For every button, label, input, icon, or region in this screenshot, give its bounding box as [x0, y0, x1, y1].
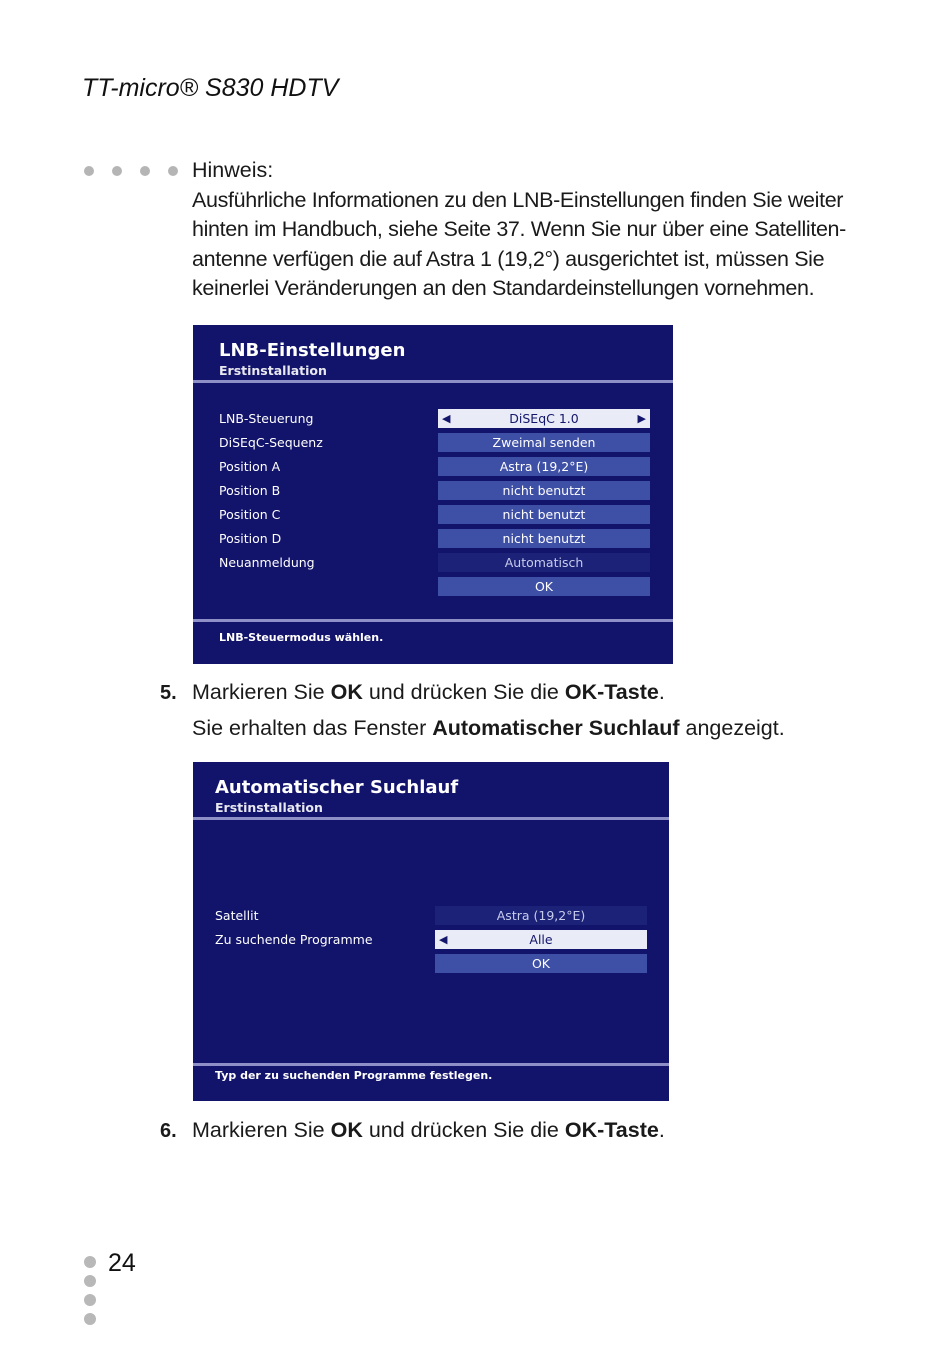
step-bold-ok: OK: [330, 680, 363, 704]
step-bold-window-name: Automatischer Suchlauf: [432, 716, 680, 740]
row-label-diseqc-sequenz: DiSEqC-Sequenz: [219, 435, 323, 450]
arrow-left-icon[interactable]: ◀: [442, 412, 451, 425]
lnb-settings-screen: [193, 325, 673, 664]
satellit-value[interactable]: Astra (19,2°E): [435, 906, 647, 925]
divider: [193, 817, 669, 820]
step-text: Markieren Sie: [192, 1118, 331, 1142]
bullet-dot: [168, 166, 178, 176]
lnb-steuerung-selector[interactable]: [438, 409, 650, 428]
status-hint: Typ der zu suchenden Programme festlegen.: [215, 1069, 493, 1082]
step-number: 6.: [160, 1120, 177, 1142]
bullet-dot: [140, 166, 150, 176]
screen-subtitle: Erstinstallation: [219, 363, 327, 378]
step-text: Markieren Sie: [192, 680, 331, 704]
step-number: 5.: [160, 682, 177, 704]
status-hint: LNB-Steuermodus wählen.: [219, 631, 384, 644]
row-label-position-d: Position D: [219, 531, 282, 546]
step-bold-ok-taste: OK-Taste: [564, 1118, 659, 1142]
row-label-position-b: Position B: [219, 483, 281, 498]
divider: [193, 619, 673, 622]
note-block: [192, 156, 846, 304]
step-6: [160, 1118, 665, 1143]
step-text: Sie erhalten das Fenster: [192, 716, 433, 740]
step-text: und drücken Sie die: [362, 680, 565, 704]
bullet-dot: [84, 166, 94, 176]
step-bold-ok: OK: [330, 1118, 363, 1142]
step-5: [160, 680, 665, 705]
page-number: 24: [108, 1249, 136, 1277]
position-c-value[interactable]: nicht benutzt: [438, 505, 650, 524]
note-line: antenne verfügen die auf Astra 1 (19,2°) ausgerichtet ist, müssen Sie: [192, 246, 825, 271]
value-text: DiSEqC 1.0: [509, 411, 579, 426]
step-text: .: [658, 680, 665, 704]
position-d-value[interactable]: nicht benutzt: [438, 529, 650, 548]
value-text: Alle: [529, 932, 553, 947]
screen-subtitle: Erstinstallation: [215, 800, 323, 815]
row-label-satellit: Satellit: [215, 908, 259, 923]
note-bullets: [84, 166, 178, 176]
screen-title: LNB-Einstellungen: [219, 340, 406, 361]
row-label-neuanmeldung: Neuanmeldung: [219, 555, 315, 570]
arrow-right-icon[interactable]: ▶: [637, 412, 646, 425]
row-label-position-a: Position A: [219, 459, 281, 474]
page-dots: [84, 1256, 96, 1325]
position-a-value[interactable]: Astra (19,2°E): [438, 457, 650, 476]
note-line: keinerlei Veränderungen an den Standardeinstellungen vornehmen.: [192, 276, 815, 300]
auto-search-screen: [193, 762, 669, 1101]
step-5-result: [192, 716, 785, 741]
step-bold-ok-taste: OK-Taste: [564, 680, 659, 704]
diseqc-sequenz-value[interactable]: Zweimal senden: [438, 433, 650, 452]
ok-button[interactable]: OK: [435, 954, 647, 973]
screen-title: Automatischer Suchlauf: [215, 777, 459, 798]
bullet-dot: [112, 166, 122, 176]
decor-dot: [84, 1313, 96, 1325]
row-label-lnb-steuerung: LNB-Steuerung: [219, 411, 314, 426]
arrow-left-icon[interactable]: ◀: [439, 933, 448, 946]
note-label: Hinweis:: [192, 158, 274, 182]
note-line: Ausführliche Informationen zu den LNB-Einstellungen finden Sie weiter: [192, 187, 844, 212]
page-header-title: TT-micro® S830 HDTV: [82, 74, 339, 102]
zu-suchende-programme-selector[interactable]: [435, 930, 647, 949]
divider: [193, 380, 673, 383]
neuanmeldung-value[interactable]: Automatisch: [438, 553, 650, 572]
step-text: und drücken Sie die: [362, 1118, 565, 1142]
decor-dot: [84, 1275, 96, 1287]
ok-button[interactable]: OK: [438, 577, 650, 596]
step-text: angezeigt.: [679, 716, 785, 740]
position-b-value[interactable]: nicht benutzt: [438, 481, 650, 500]
step-text: .: [658, 1118, 665, 1142]
decor-dot: [84, 1256, 96, 1268]
row-label-zu-suchende-programme: Zu suchende Programme: [215, 932, 373, 947]
decor-dot: [84, 1294, 96, 1306]
divider: [193, 1063, 669, 1066]
note-line: hinten im Handbuch, siehe Seite 37. Wenn Sie nur über eine Satelliten-: [192, 217, 846, 241]
row-label-position-c: Position C: [219, 507, 281, 522]
